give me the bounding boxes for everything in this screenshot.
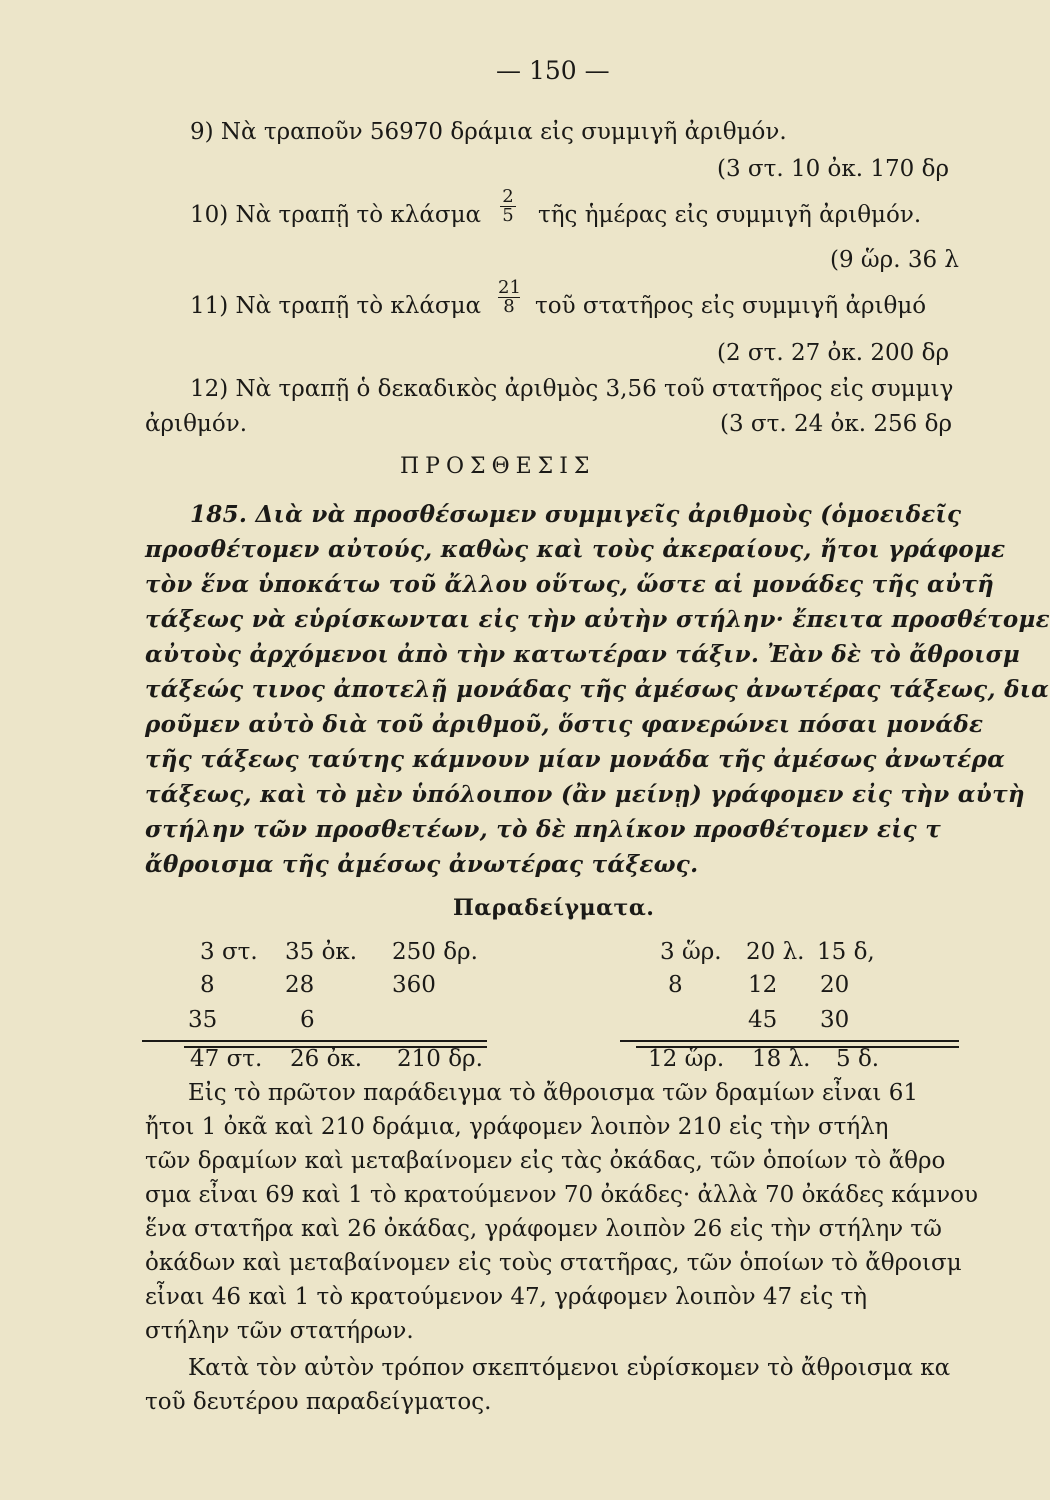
explanation-line-8: στήλην τῶν στατήρων. <box>145 1318 414 1344</box>
section-heading: ΠΡΟΣΘΕΣΙΣ <box>400 454 596 479</box>
exercise-10-fraction <box>500 188 516 225</box>
ex1-r2-c2: 28 <box>285 972 315 998</box>
exercise-11-fraction <box>498 279 520 316</box>
exercise-10-text-end: τῆς ἡμέρας εἰς συμμιγῆ ἀριθμόν. <box>538 202 922 228</box>
rule-line-4: τάξεως νὰ εὑρίσκωνται εἰς τὴν αὐτὴν στήλην· ἔπειτα προσθέτομε <box>145 606 1050 633</box>
rule-line-1: 185. Διὰ νὰ προσθέσωμεν συμμιγεῖς ἀριθμοὺς (ὁμοειδεῖς <box>190 501 962 528</box>
ex1-sum-rule <box>142 1040 487 1042</box>
exercise-11-answer: (2 στ. 27 ὀκ. 200 δρ <box>717 340 949 366</box>
rule-line-8: τῆς τάξεως ταύτης κάμνουν μίαν μονάδα τῆς ἀμέσως ἀνωτέρα <box>145 746 1006 773</box>
explanation-line-3: τῶν δραμίων καὶ μεταβαίνομεν εἰς τὰς ὀκάδας, τῶν ὁποίων τὸ ἄθρο <box>145 1148 946 1174</box>
ex1-r2-c3: 360 <box>392 972 436 998</box>
explanation-line-1: Εἰς τὸ πρῶτον παράδειγμα τὸ ἄθροισμα τῶν δραμίων εἶναι 61 <box>188 1080 919 1106</box>
explanation-line-9: Κατὰ τὸν αὐτὸν τρόπον σκεπτόμενοι εὑρίσκομεν τὸ ἄθροισμα κα <box>188 1355 951 1381</box>
explanation-line-7: εἶναι 46 καὶ 1 τὸ κρατούμενον 47, γράφομεν λοιπὸν 47 εἰς τὴ <box>145 1284 868 1310</box>
rule-line-6: τάξεώς τινος ἀποτελῇ μονάδας τῆς ἀμέσως ἀνωτέρας τάξεως, δια <box>145 676 1050 703</box>
ex1-sum-c2: 26 ὀκ. <box>290 1046 363 1072</box>
ex2-sum-c2: 18 λ. <box>752 1046 811 1072</box>
explanation-line-2: ἤτοι 1 ὀκᾶ καὶ 210 δράμια, γράφομεν λοιπὸν 210 εἰς τὴν στήλη <box>145 1114 889 1140</box>
rule-line-10: στήλην τῶν προσθετέων, τὸ δὲ πηλίκον προσθέτομεν εἰς τ <box>145 816 942 843</box>
exercise-12-answer: (3 στ. 24 ὀκ. 256 δρ <box>720 411 952 437</box>
rule-line-9: τάξεως, καὶ τὸ μὲν ὑπόλοιπον (ἂν μείνῃ) γράφομεν εἰς τὴν αὐτὴ <box>145 781 1025 808</box>
ex2-r3-c3: 30 <box>820 1007 850 1033</box>
exercise-11-text-end: τοῦ στατῆρος εἰς συμμιγῆ ἀριθμό <box>535 293 927 319</box>
ex2-r2-c2: 12 <box>748 972 778 998</box>
fraction-numerator: 21 <box>498 277 521 298</box>
exercise-11-text: 11) Νὰ τραπῇ τὸ κλάσμα <box>190 293 482 319</box>
explanation-line-4: σμα εἶναι 69 καὶ 1 τὸ κρατούμενον 70 ὀκάδες· ἀλλὰ 70 ὀκάδες κάμνου <box>145 1182 978 1208</box>
ex2-r2-c1: 8 <box>668 972 683 998</box>
ex1-sum-c1: 47 στ. <box>190 1046 263 1072</box>
rule-line-2: προσθέτομεν αὐτούς, καθὼς καὶ τοὺς ἀκεραίους, ἤτοι γράφομε <box>145 536 1006 563</box>
explanation-line-5: ἕνα στατῆρα καὶ 26 ὀκάδας, γράφομεν λοιπὸν 26 εἰς τὴν στήλην τῶ <box>145 1216 942 1242</box>
ex2-sum-c3: 5 δ. <box>836 1046 880 1072</box>
ex2-sum-rule <box>620 1040 959 1042</box>
page-number: — 150 — <box>496 56 610 85</box>
ex1-r1-c3: 250 δρ. <box>392 939 478 965</box>
fraction-denominator: 5 <box>502 205 514 226</box>
fraction-numerator: 2 <box>502 186 514 207</box>
exercise-12-text: 12) Νὰ τραπῇ ὁ δεκαδικὸς ἀριθμὸς 3,56 τοῦ στατῆρος εἰς συμμιγ <box>190 376 954 402</box>
ex1-sum-c3: 210 δρ. <box>397 1046 483 1072</box>
ex2-r1-c1: 3 ὥρ. <box>660 939 722 965</box>
exercise-9-answer: (3 στ. 10 ὀκ. 170 δρ <box>717 156 949 182</box>
fraction-denominator: 8 <box>503 296 515 317</box>
ex2-r1-c3: 15 δ, <box>817 939 875 965</box>
ex1-r1-c1: 3 στ. <box>200 939 258 965</box>
exercise-10-text: 10) Νὰ τραπῇ τὸ κλάσμα <box>190 202 482 228</box>
rule-line-5: αὐτοὺς ἀρχόμενοι ἀπὸ τὴν κατωτέραν τάξιν. Ἐὰν δὲ τὸ ἄθροισμ <box>145 641 1021 668</box>
ex1-r3-c1: 35 <box>188 1007 218 1033</box>
exercise-12-text-2: ἀριθμόν. <box>145 411 248 437</box>
explanation-line-6: ὀκάδων καὶ μεταβαίνομεν εἰς τοὺς στατῆρας, τῶν ὁποίων τὸ ἄθροισμ <box>145 1250 962 1276</box>
ex2-r3-c2: 45 <box>748 1007 778 1033</box>
ex1-r3-c2: 6 <box>300 1007 315 1033</box>
exercise-9: 9) Νὰ τραποῦν 56970 δράμια εἰς συμμιγῆ ἀριθμόν. <box>190 119 787 145</box>
ex1-r1-c2: 35 ὀκ. <box>285 939 358 965</box>
explanation-line-10: τοῦ δευτέρου παραδείγματος. <box>145 1389 492 1415</box>
ex2-sum-c1: 12 ὥρ. <box>648 1046 725 1072</box>
rule-line-3: τὸν ἕνα ὑποκάτω τοῦ ἄλλου οὕτως, ὥστε αἱ μονάδες τῆς αὐτῆ <box>145 571 995 598</box>
exercise-10-answer: (9 ὥρ. 36 λ <box>830 247 959 273</box>
ex2-r1-c2: 20 λ. <box>746 939 805 965</box>
rule-line-11: ἄθροισμα τῆς ἀμέσως ἀνωτέρας τάξεως. <box>145 851 699 878</box>
ex2-r2-c3: 20 <box>820 972 850 998</box>
examples-title: Παραδείγματα. <box>453 895 655 921</box>
ex1-r2-c1: 8 <box>200 972 215 998</box>
rule-line-7: ροῦμεν αὐτὸ διὰ τοῦ ἀριθμοῦ, ὅστις φανερώνει πόσαι μονάδε <box>145 711 984 738</box>
